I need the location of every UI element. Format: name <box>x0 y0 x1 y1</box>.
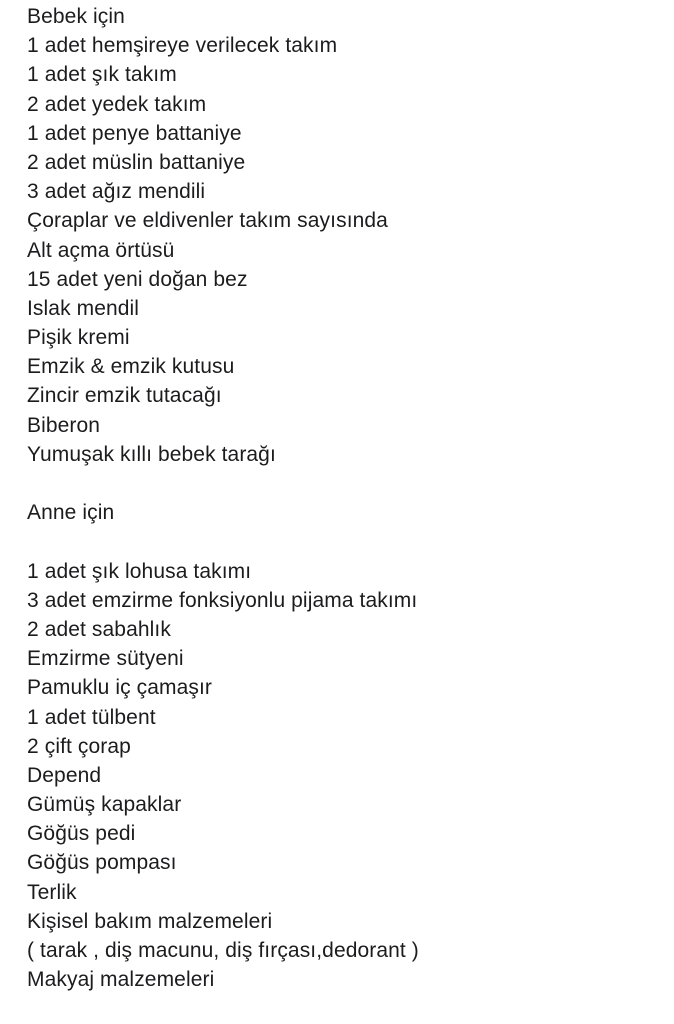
list-item: Emzik & emzik kutusu <box>27 355 235 379</box>
list-item: Zincir emzik tutacağı <box>27 384 222 408</box>
list-item: Islak mendil <box>27 296 140 320</box>
list-item: Göğüs pedi <box>27 822 136 846</box>
section-title-baby: Bebek için <box>27 5 125 28</box>
list-item: Pişik kremi <box>27 326 130 350</box>
list-item: 1 adet şık lohusa takımı <box>27 559 252 583</box>
list-item: 2 adet yedek takım <box>27 92 207 116</box>
list-item: Alt açma örtüsü <box>27 238 175 262</box>
list-item: 3 adet emzirme fonksiyonlu pijama takımı <box>27 588 418 612</box>
list-item: Göğüs pompası <box>27 851 177 875</box>
blank-line <box>27 527 667 556</box>
list-item: 2 çift çorap <box>27 734 131 758</box>
list-item: 1 adet şık takım <box>27 63 177 87</box>
list-item: Emzirme sütyeni <box>27 647 184 671</box>
list-item: 3 adet ağız mendili <box>27 180 206 204</box>
list-item: Pamuklu iç çamaşır <box>27 676 213 700</box>
list-item: ( tarak , diş macunu, diş fırçası,dedorant ) <box>27 939 419 962</box>
list-item: Yumuşak kıllı bebek tarağı <box>27 442 276 466</box>
list-item: 1 adet tülbent <box>27 705 156 729</box>
list-item: Makyaj malzemeleri <box>27 968 215 992</box>
list-item: Biberon <box>27 413 101 437</box>
list-item: Kişisel bakım malzemeleri <box>27 909 273 933</box>
list-item: Gümüş kapaklar <box>27 793 182 817</box>
list-item: 1 adet hemşireye verilecek takım <box>27 34 338 58</box>
list-item: 2 adet sabahlık <box>27 617 171 641</box>
section-title-mother: Anne için <box>27 501 115 525</box>
blank-line <box>27 469 667 498</box>
list-item: 1 adet penye battaniye <box>27 121 242 145</box>
list-item: 2 adet müslin battaniye <box>27 150 246 174</box>
list-item: Depend <box>27 763 102 787</box>
note-body[interactable] <box>27 2 667 994</box>
list-item: Terlik <box>27 880 77 904</box>
list-item: 15 adet yeni doğan bez <box>27 267 248 291</box>
list-item: Çoraplar ve eldivenler takım sayısında <box>27 209 388 233</box>
